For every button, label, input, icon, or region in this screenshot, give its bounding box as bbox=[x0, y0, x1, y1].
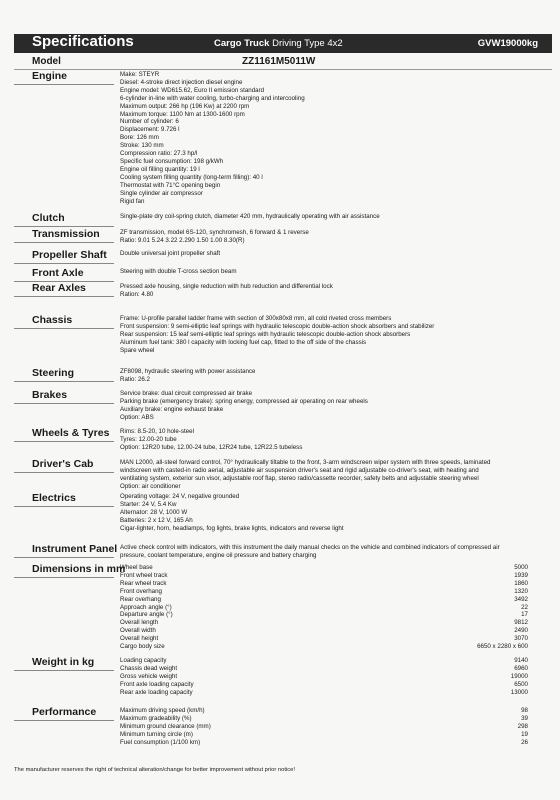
spec-line: Make: STEYR bbox=[120, 71, 160, 78]
spec-line: Option: air conditioner bbox=[120, 482, 181, 490]
spec-line: ZF8098, hydraulic steering with power assistance bbox=[120, 368, 256, 375]
spec-line: Parking brake (emergency brake): spring energy, compressed air operating on rear wheels bbox=[120, 397, 368, 405]
spec-line: Overall width bbox=[120, 627, 156, 635]
spec-text bbox=[120, 390, 548, 422]
spec-line: Front axle loading capacity bbox=[120, 680, 194, 688]
spec-value: 6650 x 2280 x 600 bbox=[477, 643, 528, 651]
spec-values bbox=[518, 707, 528, 747]
spec-label: Wheels & Tyres bbox=[32, 427, 110, 439]
spec-value: 5000 bbox=[514, 564, 528, 571]
spec-label: Driver's Cab bbox=[32, 458, 94, 470]
spec-line: Spare wheel bbox=[120, 346, 155, 354]
spec-label: Clutch bbox=[32, 212, 65, 224]
spec-line: Fuel consumption (1/100 km) bbox=[120, 738, 201, 746]
spec-line: Ratio: 9.01 5.24 3.22 2.290 1.50 1.00 8.30(R) bbox=[120, 236, 245, 244]
spec-label: Weight in kg bbox=[32, 656, 95, 668]
spec-text bbox=[120, 493, 548, 533]
spec-text bbox=[120, 213, 548, 221]
spec-line: 6-cylinder in-line with water cooling, turbo-charging and intercooling bbox=[120, 94, 305, 102]
page-title: Specifications bbox=[32, 33, 134, 50]
label-underline bbox=[14, 328, 114, 329]
spec-line: Option: ABS bbox=[120, 413, 154, 421]
page-subtitle bbox=[214, 38, 343, 49]
spec-line: Maximum gradeability (%) bbox=[120, 714, 192, 722]
spec-line: Frame: U-profile parallel ladder frame with section of 300x80x8 mm, all cold riveted cross members bbox=[120, 315, 392, 322]
subtitle-bold: Cargo Truck bbox=[214, 38, 270, 49]
spec-line: Engine oil filling quantity: 19 l bbox=[120, 165, 200, 173]
spec-line: Aluminum fuel tank: 380 l capacity with locking fuel cap, fitted to the off side of the chassis bbox=[120, 338, 367, 346]
spec-line: Rigid fan bbox=[120, 197, 145, 205]
spec-label: Engine bbox=[32, 70, 68, 82]
spec-line: Stroke: 130 mm bbox=[120, 142, 164, 150]
spec-label: Performance bbox=[32, 706, 97, 718]
spec-text bbox=[120, 283, 548, 299]
spec-value: 9140 bbox=[514, 657, 528, 664]
label-underline bbox=[14, 381, 114, 382]
spec-text bbox=[120, 71, 548, 205]
spec-line: Approach angle (°) bbox=[120, 603, 172, 611]
spec-line: Wheel base bbox=[120, 564, 153, 571]
spec-text bbox=[120, 229, 548, 245]
spec-line: Rear overhang bbox=[120, 595, 161, 603]
spec-line: MAN L2000, all-steel forward control, 70° hydraulically tiltable to the front, 3-arm windscreen wiper system with three speeds, laminated bbox=[120, 459, 491, 466]
spec-line: Single-plate dry coil-spring clutch, diameter 420 mm, hydraulically operating with air assistance bbox=[120, 213, 380, 220]
spec-value: 3492 bbox=[514, 595, 528, 603]
spec-value: 22 bbox=[521, 603, 528, 611]
spec-line: Minimum turning circle (m) bbox=[120, 730, 193, 738]
spec-line: Double universal joint propeller shaft bbox=[120, 250, 221, 257]
footer-note: The manufacturer reserves the right of technical alteration/change for better improvement without prior notice! bbox=[14, 767, 295, 773]
spec-text bbox=[120, 268, 548, 276]
spec-text bbox=[120, 250, 548, 258]
spec-line: windscreen with casted-in radio aerial, adjustable air suspension driver's seat and rigid adjustable co-driver's seat, with heating and bbox=[120, 466, 479, 474]
spec-value: 1320 bbox=[514, 587, 528, 595]
spec-line: Steering with double T-cross section beam bbox=[120, 268, 237, 275]
spec-line: Gross vehicle weight bbox=[120, 672, 178, 680]
spec-header bbox=[14, 34, 552, 53]
label-underline bbox=[14, 670, 114, 671]
spec-value: 6960 bbox=[514, 664, 528, 672]
spec-line: Overall length bbox=[120, 619, 159, 627]
spec-line: Rear axle loading capacity bbox=[120, 688, 193, 696]
spec-label: Rear Axles bbox=[32, 282, 86, 294]
spec-label: Chassis bbox=[32, 314, 73, 326]
spec-value: 39 bbox=[521, 714, 528, 722]
spec-label: Transmission bbox=[32, 228, 100, 240]
label-underline bbox=[14, 226, 114, 227]
spec-line: Front suspension: 9 semi-elliptic leaf springs with hydraulic telescopic double-action shock absorbers and stabilizer bbox=[120, 322, 435, 330]
spec-line: Operating voltage: 24 V, negative grounded bbox=[120, 493, 240, 500]
label-underline bbox=[14, 441, 114, 442]
spec-line: Rear wheel track bbox=[120, 579, 167, 587]
spec-value: 1860 bbox=[514, 579, 528, 587]
spec-line: ZF transmission, model 6S-120, synchromesh, 6 forward & 1 reverse bbox=[120, 229, 309, 236]
model-row bbox=[14, 55, 552, 70]
spec-value: 98 bbox=[521, 707, 528, 714]
label-underline bbox=[14, 577, 114, 578]
spec-label: Front Axle bbox=[32, 267, 84, 279]
spec-line: Tyres: 12.00-20 tube bbox=[120, 435, 177, 443]
spec-line: Maximum torque: 1100 Nm at 1300-1600 rpm bbox=[120, 110, 245, 118]
spec-line: Pressed axle housing, single reduction with hub reduction and differential lock bbox=[120, 283, 333, 290]
spec-line: Chassis dead weight bbox=[120, 664, 178, 672]
spec-line: Starter: 24 V, 5.4 Kw bbox=[120, 500, 177, 508]
spec-value: 9812 bbox=[514, 619, 528, 627]
spec-values bbox=[511, 657, 528, 697]
spec-line: pressure, coolant temperature, engine oil pressure and battery charging bbox=[120, 551, 317, 559]
label-underline bbox=[14, 296, 114, 297]
spec-text bbox=[120, 459, 548, 491]
gvw-label: GVW19000kg bbox=[477, 38, 538, 49]
spec-line: Compression ratio: 27.3 hp/l bbox=[120, 150, 198, 158]
model-label: Model bbox=[32, 56, 61, 67]
spec-label: Dimensions in mm bbox=[32, 563, 126, 575]
spec-text bbox=[120, 315, 548, 355]
spec-line: Auxiliary brake: engine exhaust brake bbox=[120, 405, 224, 413]
spec-line: Engine model: WD615.62, Euro II emission standard bbox=[120, 86, 265, 94]
spec-line: Cigar-lighter, horn, headlamps, fog lights, brake lights, indicators and reverse light bbox=[120, 524, 344, 532]
spec-line: Option: 12R20 tube, 12.00-24 tube, 12R24 tube, 12R22.5 tubeless bbox=[120, 443, 303, 451]
label-underline bbox=[14, 403, 114, 404]
spec-value: 3070 bbox=[514, 635, 528, 643]
label-underline bbox=[14, 84, 114, 85]
spec-text bbox=[120, 544, 548, 560]
label-underline bbox=[14, 506, 114, 507]
spec-line: Thermostat with 71°C opening begin bbox=[120, 181, 221, 189]
spec-line: Cargo body size bbox=[120, 643, 165, 651]
spec-line: Overall height bbox=[120, 635, 159, 643]
spec-values bbox=[477, 564, 528, 651]
spec-line: Bore: 126 mm bbox=[120, 134, 159, 142]
label-underline bbox=[14, 242, 114, 243]
spec-value: 17 bbox=[521, 611, 528, 619]
spec-line: Ratio: 26.2 bbox=[120, 375, 150, 383]
spec-text bbox=[120, 657, 548, 697]
spec-line: Specific fuel consumption: 198 g/kWh bbox=[120, 157, 224, 165]
label-underline bbox=[14, 472, 114, 473]
spec-line: Displacement: 9.726 l bbox=[120, 126, 180, 134]
spec-label: Steering bbox=[32, 367, 75, 379]
spec-line: Rear suspension: 15 leaf semi-elliptic leaf springs with hydraulic telescopic double-action shock absorbers bbox=[120, 330, 411, 338]
spec-line: Service brake: dual circuit compressed air brake bbox=[120, 390, 253, 397]
spec-text bbox=[120, 368, 548, 384]
label-underline bbox=[14, 557, 114, 558]
spec-text bbox=[120, 707, 548, 747]
spec-line: ventilating system, exterior sun visor, adjustable roof flap, stereo radio/cassette recorder, safety belts and adjustable steering wheel bbox=[120, 474, 479, 482]
spec-label: Brakes bbox=[32, 389, 68, 401]
spec-value: 26 bbox=[521, 738, 528, 746]
spec-line: Cooling system filling quantity (long-term filling): 40 l bbox=[120, 173, 263, 181]
spec-line: Departure angle (°) bbox=[120, 611, 173, 619]
spec-value: 298 bbox=[517, 722, 528, 730]
spec-label: Instrument Panel bbox=[32, 543, 118, 555]
spec-line: Loading capacity bbox=[120, 657, 167, 664]
spec-line: Maximum output: 266 hp (196 Kw) at 2200 rpm bbox=[120, 102, 250, 110]
spec-line: Ration: 4.80 bbox=[120, 290, 154, 298]
spec-line: Single cylinder air compressor bbox=[120, 189, 203, 197]
subtitle-plain: Driving Type 4x2 bbox=[272, 38, 343, 49]
spec-line: Active check control with indicators, with this instrument the daily manual checks on the vehicle and combined indicators of compressed air bbox=[120, 544, 500, 551]
spec-line: Alternator: 28 V, 1000 W bbox=[120, 508, 188, 516]
spec-value: 13000 bbox=[510, 688, 528, 696]
spec-line: Front wheel track bbox=[120, 571, 168, 579]
spec-line: Batteries: 2 x 12 V, 165 Ah bbox=[120, 516, 193, 524]
spec-line: Minimum ground clearance (mm) bbox=[120, 722, 211, 730]
spec-line: Front overhang bbox=[120, 587, 162, 595]
spec-label: Electrics bbox=[32, 492, 76, 504]
spec-value: 1939 bbox=[514, 571, 528, 579]
spec-label: Propeller Shaft bbox=[32, 249, 107, 261]
model-value: ZZ1161M5011W bbox=[242, 56, 316, 67]
spec-value: 19 bbox=[521, 730, 528, 738]
spec-value: 6500 bbox=[514, 680, 528, 688]
spec-text bbox=[120, 428, 548, 452]
spec-line: Maximum driving speed (km/h) bbox=[120, 707, 205, 714]
spec-line: Diesel: 4-stroke direct injection diesel engine bbox=[120, 78, 243, 86]
spec-value: 19000 bbox=[510, 672, 528, 680]
label-underline bbox=[14, 263, 114, 264]
spec-value: 2490 bbox=[514, 627, 528, 635]
spec-line: Rims: 8.5-20, 10 hole-steel bbox=[120, 428, 194, 435]
spec-line: Number of cylinder: 6 bbox=[120, 118, 179, 126]
label-underline bbox=[14, 720, 114, 721]
